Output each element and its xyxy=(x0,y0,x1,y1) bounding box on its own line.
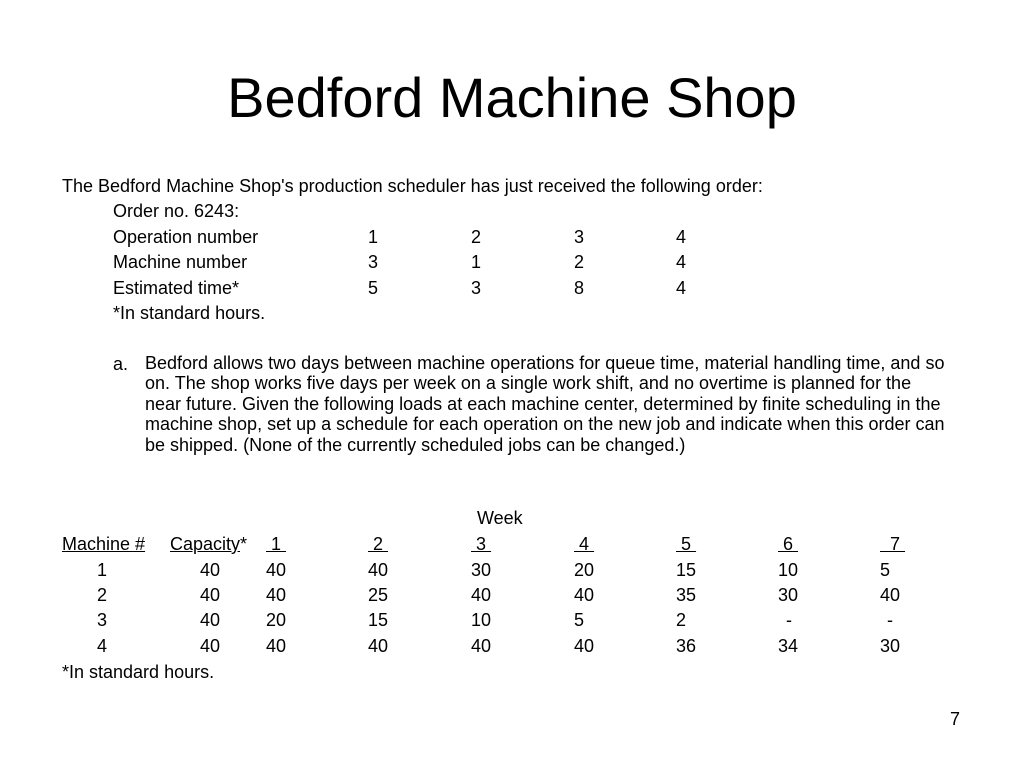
header-capacity-star: * xyxy=(240,534,248,554)
order-footnote: *In standard hours. xyxy=(113,303,266,323)
load-cell: 40 xyxy=(471,636,492,656)
question-text: Bedford allows two days between machine operations for queue time, material handling time, and so on. The shop works five days per week on a single work shift, and no overtime is planned for the near future. Given the following loads at each machine center, determined by finite scheduling in the machine shop, set up a schedule for each operation on the new job and indicate when this order can be shipped. (None of the currently scheduled jobs can be changed.) xyxy=(145,353,945,455)
load-cell: 35 xyxy=(676,585,697,605)
order-cell: 3 xyxy=(574,227,585,247)
load-cell: 40 xyxy=(368,560,389,580)
order-row-label: Machine number xyxy=(113,252,248,272)
load-cell: 40 xyxy=(574,585,595,605)
table-footnote: *In standard hours. xyxy=(62,662,215,682)
load-cell: 40 xyxy=(266,636,287,656)
order-cell: 5 xyxy=(368,278,379,298)
order-cell: 3 xyxy=(471,278,482,298)
order-cell: 1 xyxy=(368,227,379,247)
order-number: Order no. 6243: xyxy=(113,201,240,221)
header-capacity xyxy=(170,533,247,555)
load-cell: 30 xyxy=(471,560,492,580)
load-cell: 30 xyxy=(880,636,901,656)
header-week: 3 xyxy=(476,534,487,554)
load-cell: 40 xyxy=(266,585,287,605)
order-row-label: Operation number xyxy=(113,227,259,247)
load-cell: 2 xyxy=(676,610,687,630)
load-cell: 5 xyxy=(574,610,585,630)
load-cell: 34 xyxy=(778,636,799,656)
header-week: 2 xyxy=(373,534,384,554)
load-cell: 40 xyxy=(266,560,287,580)
header-week: 7 xyxy=(890,534,901,554)
slide-number: 7 xyxy=(950,709,961,729)
load-machine: 2 xyxy=(97,585,108,605)
order-cell: 8 xyxy=(574,278,585,298)
load-capacity: 40 xyxy=(200,610,221,630)
order-cell: 2 xyxy=(471,227,482,247)
week-label: Week xyxy=(477,508,523,528)
load-cell: 5 xyxy=(880,560,891,580)
load-capacity: 40 xyxy=(200,560,221,580)
load-capacity: 40 xyxy=(200,585,221,605)
order-cell: 2 xyxy=(574,252,585,272)
load-cell: 40 xyxy=(880,585,901,605)
load-cell: 15 xyxy=(676,560,697,580)
load-cell: 40 xyxy=(471,585,492,605)
load-cell: 25 xyxy=(368,585,389,605)
header-week: 6 xyxy=(783,534,794,554)
load-machine: 3 xyxy=(97,610,108,630)
header-week: 1 xyxy=(271,534,282,554)
load-machine: 4 xyxy=(97,636,108,656)
order-cell: 3 xyxy=(368,252,379,272)
header-capacity-label: Capacity xyxy=(170,534,241,554)
header-week: 5 xyxy=(681,534,692,554)
order-cell: 4 xyxy=(676,252,687,272)
header-week: 4 xyxy=(579,534,590,554)
load-cell: - xyxy=(786,610,792,630)
order-row-label: Estimated time* xyxy=(113,278,240,298)
load-cell: 15 xyxy=(368,610,389,630)
load-cell: 36 xyxy=(676,636,697,656)
header-machine: Machine # xyxy=(62,534,146,554)
order-cell: 4 xyxy=(676,227,687,247)
load-cell: 20 xyxy=(574,560,595,580)
load-cell: 10 xyxy=(778,560,799,580)
load-cell: 30 xyxy=(778,585,799,605)
load-cell: - xyxy=(887,610,893,630)
load-cell: 10 xyxy=(471,610,492,630)
load-cell: 40 xyxy=(574,636,595,656)
slide-title: Bedford Machine Shop xyxy=(227,66,797,129)
order-cell: 4 xyxy=(676,278,687,298)
load-machine: 1 xyxy=(97,560,108,580)
question-marker: a. xyxy=(113,354,129,374)
order-cell: 1 xyxy=(471,252,482,272)
load-cell: 20 xyxy=(266,610,287,630)
load-capacity: 40 xyxy=(200,636,221,656)
load-cell: 40 xyxy=(368,636,389,656)
intro-text: The Bedford Machine Shop's production scheduler has just received the following order: xyxy=(62,176,763,196)
